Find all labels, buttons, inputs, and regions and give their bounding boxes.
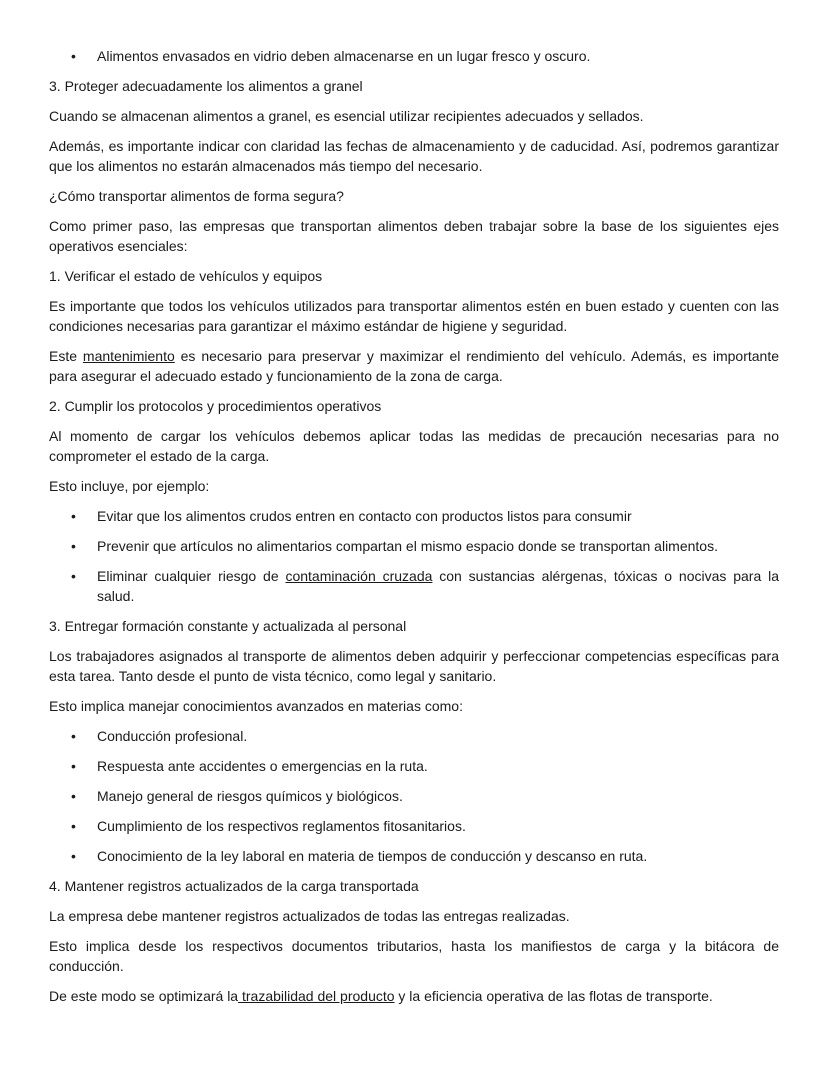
bullet-marker: •: [71, 848, 76, 864]
text-run: De este modo se optimizará la: [49, 988, 239, 1004]
bullet-marker: •: [71, 508, 76, 524]
paragraph: Al momento de cargar los vehículos debemos aplicar todas las medidas de precaución necesarias para no comprometer el estado de la carga.: [49, 428, 779, 464]
bullet-marker: •: [71, 728, 76, 744]
bullet-marker: •: [71, 788, 76, 804]
paragraph: Los trabajadores asignados al transporte de alimentos deben adquirir y perfeccionar competencias específicas para esta tarea. Tanto desde el punto de vista técnico, como legal y sanitario.: [49, 648, 779, 684]
section-heading: 1. Verificar el estado de vehículos y equipos: [49, 268, 323, 284]
paragraph: Además, es importante indicar con claridad las fechas de almacenamiento y de caducidad. Así, podremos garantizar que los alimentos no estarán almacenados más tiempo del necesario.: [49, 138, 779, 174]
bullet-item: [49, 46, 779, 66]
paragraph: Esto incluye, por ejemplo:: [49, 478, 210, 494]
paragraph: Es importante que todos los vehículos utilizados para transportar alimentos estén en buen estado y cuenten con las condiciones necesarias para garantizar el máximo estándar de higiene y seguridad.: [49, 298, 779, 334]
bullet-marker: •: [71, 818, 76, 834]
bullet-text: Prevenir que artículos no alimentarios compartan el mismo espacio donde se transportan alimentos.: [97, 538, 718, 554]
bullet-item: [49, 846, 779, 866]
paragraph: [49, 986, 779, 1006]
paragraph: Cuando se almacenan alimentos a granel, es esencial utilizar recipientes adecuados y sellados.: [49, 108, 644, 124]
section-heading: 3. Entregar formación constante y actualizada al personal: [49, 618, 407, 634]
bullet-item: [49, 726, 779, 746]
bullet-text: [97, 568, 779, 604]
bullet-text: Respuesta ante accidentes o emergencias en la ruta.: [97, 758, 428, 774]
text-run: Este: [49, 348, 83, 364]
text-run: Eliminar cualquier riesgo de: [97, 568, 286, 584]
bullet-item: [49, 816, 779, 836]
text-run: y la eficiencia operativa de las flotas de transporte.: [394, 988, 713, 1004]
text-run: con sustancias alérgenas, tóxicas o nocivas para la salud.: [97, 568, 779, 604]
text-run: es necesario para preservar y maximizar el rendimiento del vehículo. Además, es importante para asegurar el adecuado estado y funcionamiento de la zona de carga.: [49, 348, 780, 384]
bullet-marker: •: [71, 48, 76, 64]
section-heading: 4. Mantener registros actualizados de la carga transportada: [49, 878, 419, 894]
bullet-text: Conducción profesional.: [97, 728, 248, 744]
bullet-item: [49, 786, 779, 806]
bullet-item: [49, 536, 779, 556]
mantenimiento-link[interactable]: mantenimiento: [82, 348, 175, 364]
bullet-text: Conocimiento de la ley laboral en materia de tiempos de conducción y descanso en ruta.: [97, 848, 648, 864]
paragraph: La empresa debe mantener registros actualizados de todas las entregas realizadas.: [49, 908, 570, 924]
contaminacion-cruzada-link[interactable]: contaminación cruzada: [285, 568, 433, 584]
section-heading: 2. Cumplir los protocolos y procedimientos operativos: [49, 398, 382, 414]
bullet-marker: •: [71, 758, 76, 774]
bullet-text: Cumplimiento de los respectivos reglamentos fitosanitarios.: [97, 818, 466, 834]
paragraph: [49, 346, 779, 386]
bullet-text: Alimentos envasados en vidrio deben almacenarse en un lugar fresco y oscuro.: [97, 48, 591, 64]
paragraph: Como primer paso, las empresas que transportan alimentos deben trabajar sobre la base de los siguientes ejes operativos esenciales:: [49, 218, 779, 254]
bullet-item: [49, 506, 779, 526]
paragraph: Esto implica desde los respectivos documentos tributarios, hasta los manifiestos de carga y la bitácora de conducción.: [49, 938, 779, 974]
bullet-marker: •: [71, 538, 76, 554]
bullet-marker: •: [71, 568, 76, 584]
bullet-text: Manejo general de riesgos químicos y biológicos.: [97, 788, 403, 804]
bullet-item: [49, 756, 779, 776]
trazabilidad-link[interactable]: trazabilidad del producto: [238, 988, 395, 1004]
bullet-item: [49, 566, 779, 606]
paragraph: Esto implica manejar conocimientos avanzados en materias como:: [49, 698, 463, 714]
section-heading: 3. Proteger adecuadamente los alimentos a granel: [49, 78, 363, 94]
question-heading: ¿Cómo transportar alimentos de forma segura?: [49, 188, 344, 204]
bullet-text: Evitar que los alimentos crudos entren en contacto con productos listos para consumir: [97, 508, 632, 524]
